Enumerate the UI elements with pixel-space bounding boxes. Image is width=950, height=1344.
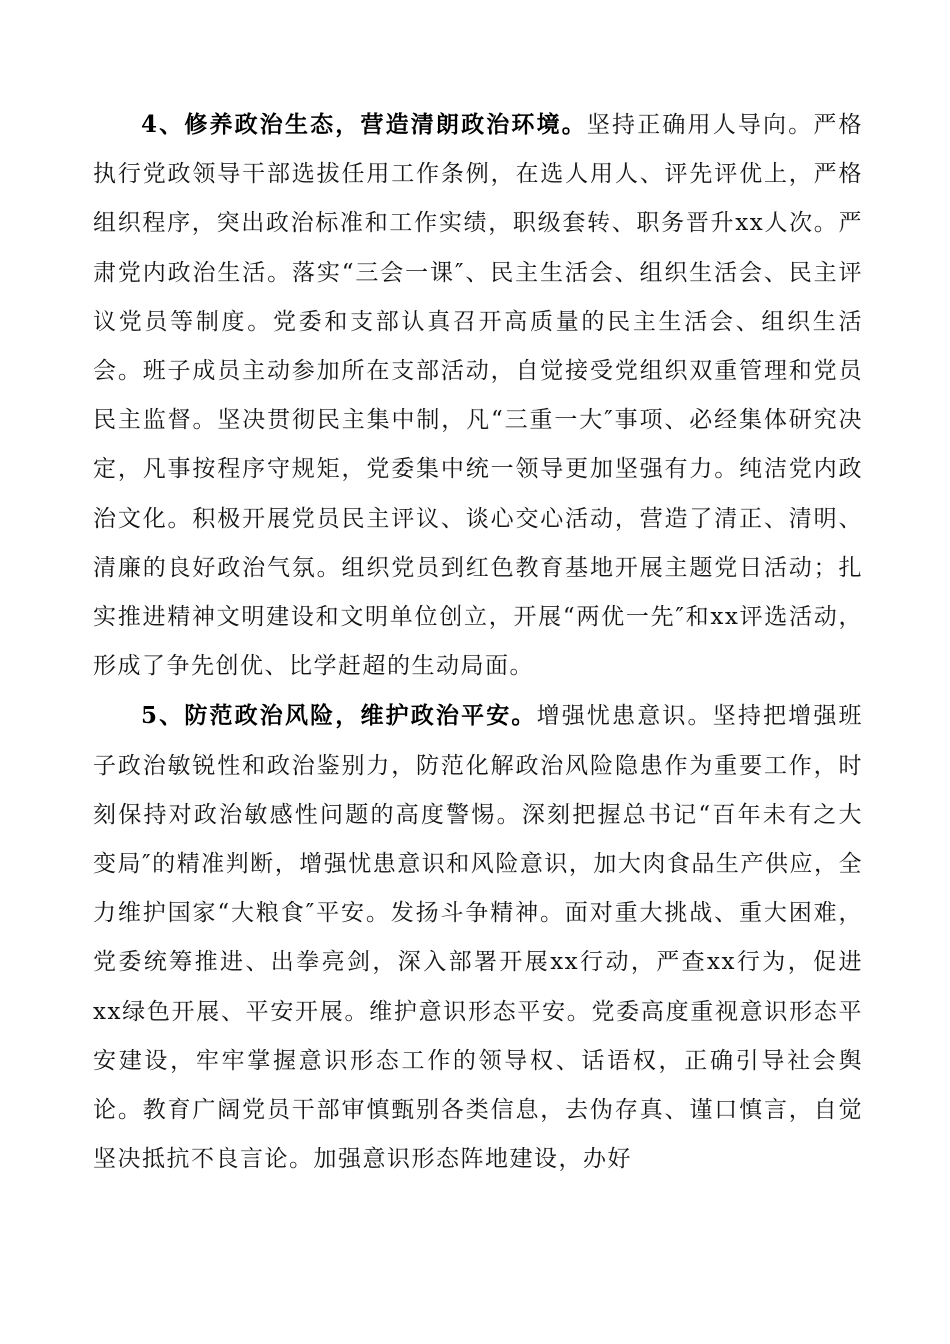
paragraph-section-5 <box>93 691 863 1184</box>
paragraph-section-4 <box>93 100 863 691</box>
section-5-heading: 5、防范政治风险，维护政治平安。 <box>141 702 537 730</box>
section-4-heading: 4、修养政治生态，营造清朗政治环境。 <box>141 111 587 138</box>
section-4-body: 坚持正确用人导向。严格执行党政领导干部选拔任用工作条例，在选人用人、评先评优上，严格组织程序，突出政治标准和工作实绩，职级套转、职务晋升xx人次。严肃党内政治生活。落实“三会一课″、民主生活会、组织生活会、民主评议党员等制度。党委和支部认真召开高质量的民主生活会、组织生活会。班子成员主动参加所在支部活动，自觉接受党组织双重管理和党员民主监督。坚决贯彻民主集中制，凡“三重一大″事项、必经集体研究决定，凡事按程序守规矩，党委集中统一领导更加坚强有力。纯洁党内政治文化。积极开展党员民主评议、谈心交心活动，营造了清正、清明、清廉的良好政治气氛。组织党员到红色教育基地开展主题党日活动；扎实推进精神文明建设和文明单位创立，开展“两优一先″和xx评选活动，形成了争先创优、比学赶超的生动局面。 <box>93 112 863 680</box>
section-5-body: 增强忧患意识。坚持把增强班子政治敏锐性和政治鉴别力，防范化解政治风险隐患作为重要工作，时刻保持对政治敏感性问题的高度警惕。深刻把握总书记“百年未有之大变局″的精准判断，增强忧患意识和风险意识，加大肉食品生产供应，全力维护国家“大粮食″平安。发扬斗争精神。面对重大挑战、重大困难，党委统筹推进、出拳亮剑，深入部署开展xx行动，严查xx行为，促进xx绿色开展、平安开展。维护意识形态平安。党委高度重视意识形态平安建设，牢牢掌握意识形态工作的领导权、话语权，正确引导社会舆论。教育广阔党员干部审慎甄别各类信息，去伪存真、谨口慎言，自觉坚决抵抗不良言论。加强意识形态阵地建设，办好 <box>93 703 863 1173</box>
document-page <box>93 100 863 1184</box>
